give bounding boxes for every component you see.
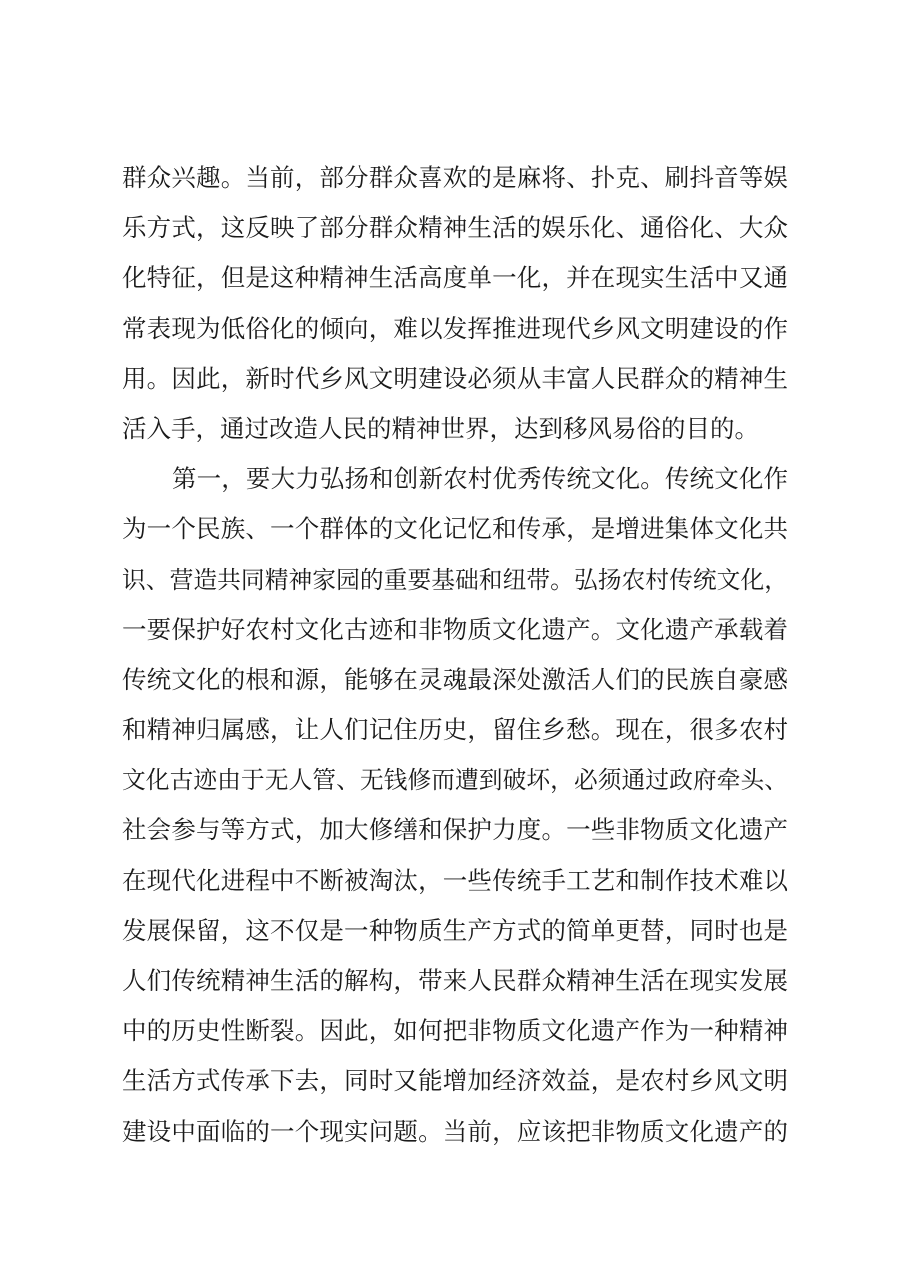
text-line: 发展保留，这不仅是一种物质生产方式的简单更替，同时也是 [122,915,788,945]
text-line: 乐方式，这反映了部分群众精神生活的娱乐化、通俗化、大众 [122,213,788,243]
text-line: 社会参与等方式，加大修缮和保护力度。一些非物质文化遗产 [122,815,788,845]
text-line: 和精神归属感，让人们记住历史，留住乡愁。现在，很多农村 [122,715,788,745]
text-line: 中的历史性断裂。因此，如何把非物质文化遗产作为一种精神 [122,1016,788,1046]
text-line: 为一个民族、一个群体的文化记忆和传承，是增进集体文化共 [122,514,788,544]
text-line: 文化古迹由于无人管、无钱修而遭到破坏，必须通过政府牵头、 [122,766,788,795]
text-line: 第一，要大力弘扬和创新农村优秀传统文化。传统文化作 [172,464,788,494]
text-line: 人们传统精神生活的解构，带来人民群众精神生活在现实发展 [122,966,788,995]
body-text [122,153,788,1157]
text-line: 一要保护好农村文化古迹和非物质文化遗产。文化遗产承载着 [122,614,788,644]
text-line: 传统文化的根和源，能够在灵魂最深处激活人们的民族自豪感 [122,664,788,694]
text-line: 活入手，通过改造人民的精神世界，达到移风易俗的目的。 [122,413,759,443]
text-line: 用。因此，新时代乡风文明建设必须从丰富人民群众的精神生 [122,363,788,393]
text-line: 识、营造共同精神家园的重要基础和纽带。弘扬农村传统文化， [122,565,788,594]
text-line: 生活方式传承下去，同时又能增加经济效益，是农村乡风文明 [122,1066,788,1096]
text-line: 化特征，但是这种精神生活高度单一化，并在现实生活中又通 [122,263,788,293]
text-line: 群众兴趣。当前，部分群众喜欢的是麻将、扑克、刷抖音等娱 [122,163,788,192]
text-line: 常表现为低俗化的倾向，难以发挥推进现代乡风文明建设的作 [122,313,788,343]
text-line: 建设中面临的一个现实问题。当前，应该把非物质文化遗产的 [122,1116,788,1146]
text-line: 在现代化进程中不断被淘汰，一些传统手工艺和制作技术难以 [122,865,788,895]
